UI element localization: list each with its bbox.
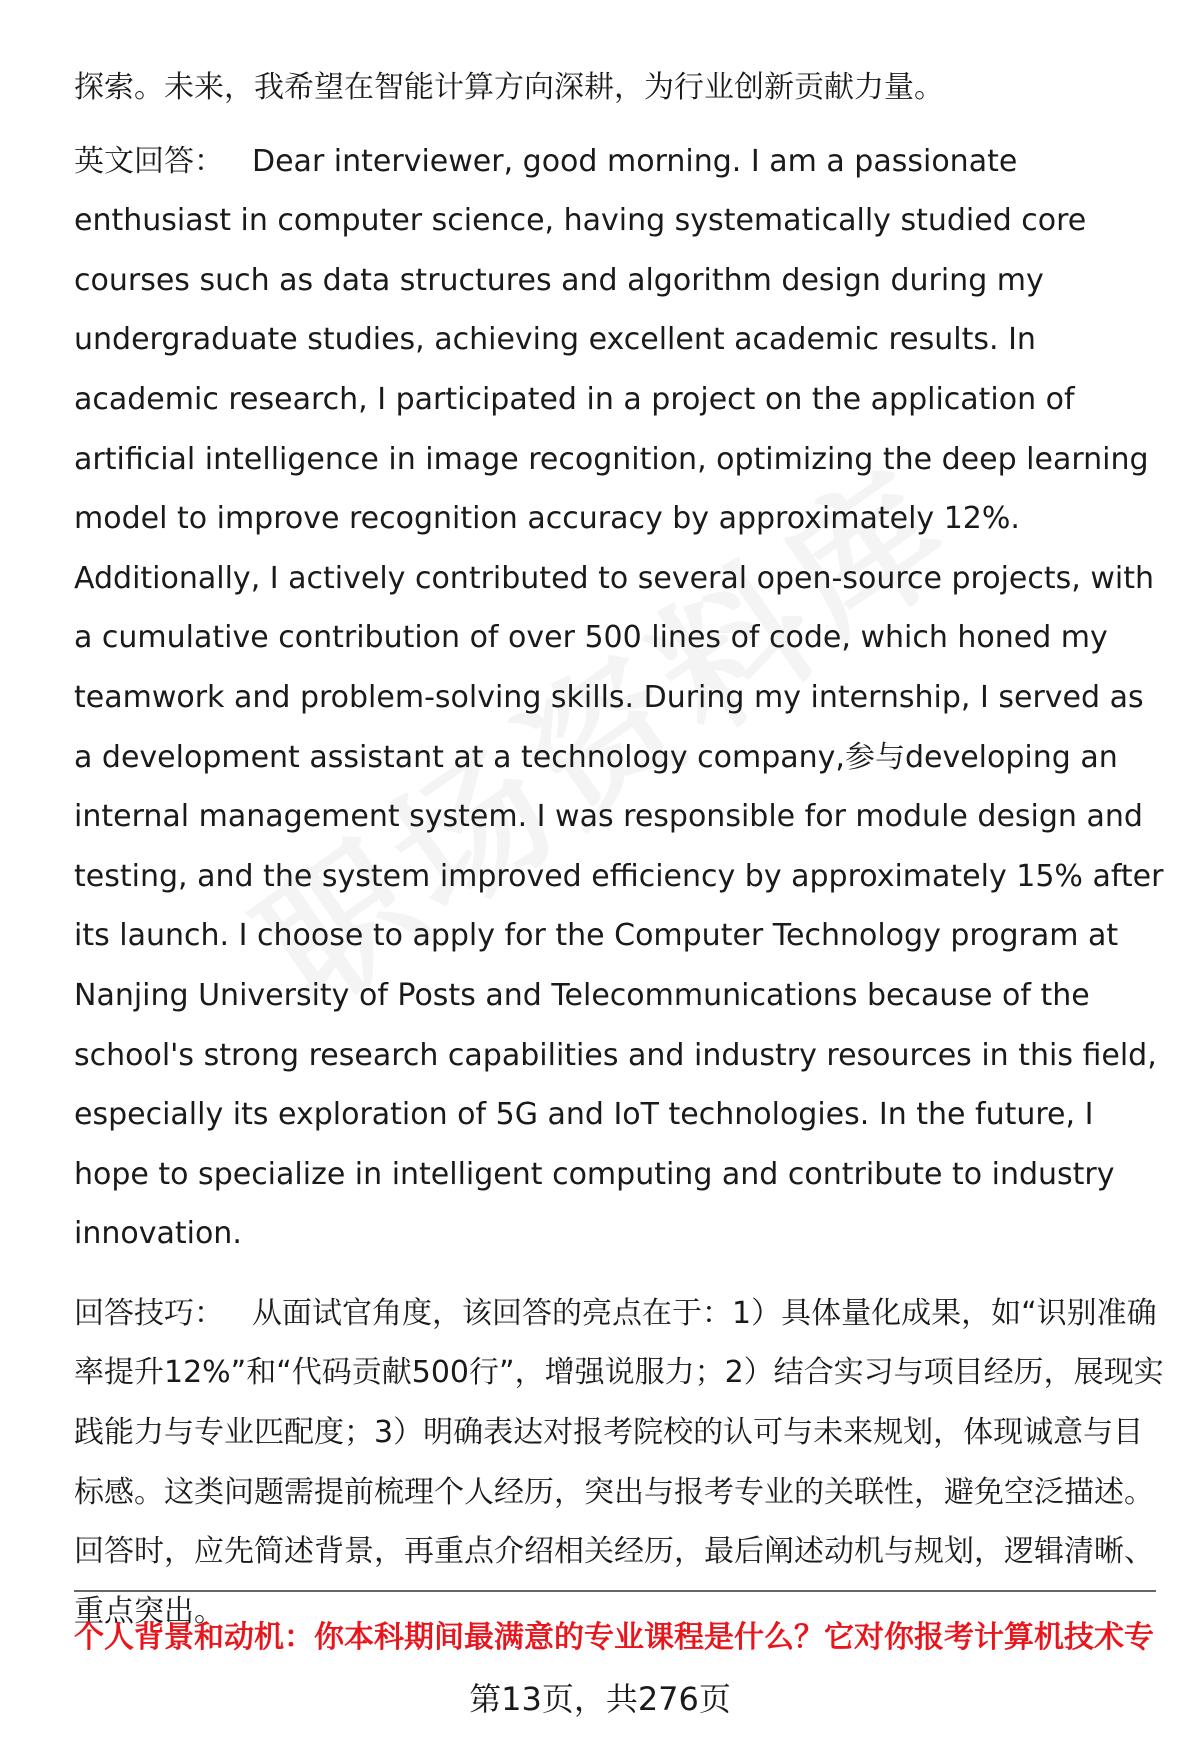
page-number: 第13页，共276页 [469,1680,731,1718]
intro-tail-paragraph [74,58,1164,118]
english-answer-paragraph [74,132,1164,1264]
content-area [74,58,1164,1641]
tips-label: 回答技巧： [74,1295,224,1331]
tips-paragraph [74,1284,1164,1642]
page-footer [0,1677,1200,1721]
tips-text: 从面试官角度，该回答的亮点在于：1）具体量化成果，如“识别准确率提升12%”和“代码贡献500行”，增强说服力；2）结合实习与项目经历，展现实践能力与专业匹配度；3）明确表达对报考院校的认可与未来规划，体现诚意与目标感。这类问题需提前梳理个人经历，突出与报考专业的关联性，避免空泛描述。回答时，应先简述背景，再重点介绍相关经历，最后阐述动机与规划，逻辑清晰、重点突出。 [74,1295,1164,1629]
english-answer-label: 英文回答： [74,143,224,179]
section-divider [74,1590,1156,1592]
english-answer-text: Dear interviewer, good morning. I am a passionate enthusiast in computer science, having systematically studied core courses such as data structures and algorithm design during my undergraduate studies, achieving excellent academic results. In academic research, I participated in a project on the application of artificial intelligence in image recognition, optimizing the deep learning model to improve recognition accuracy by approximately 12%. Additionally, I actively contributed to several open-source projects, with a cumulative contribution of over 500 lines of code, which honed my teamwork and problem-solving skills. During my internship, I served as a development assistant at a technology company,参与developing an internal management system. I was responsible for module design and testing, and the system improved efficiency by approximately 15% after its launch. I choose to apply for the Computer Technology program at Nanjing University of Posts and Telecommunications because of the school's strong research capabilities and industry resources in this field, especially its exploration of 5G and IoT technologies. In the future, I hope to specialize in intelligent computing and contribute to industry innovation. [74,143,1164,1252]
intro-tail-text: 探索。未来，我希望在智能计算方向深耕，为行业创新贡献力量。 [74,70,944,105]
next-question-heading: 个人背景和动机：你本科期间最满意的专业课程是什么？它对你报考计算机技术专 [74,1620,1154,1655]
